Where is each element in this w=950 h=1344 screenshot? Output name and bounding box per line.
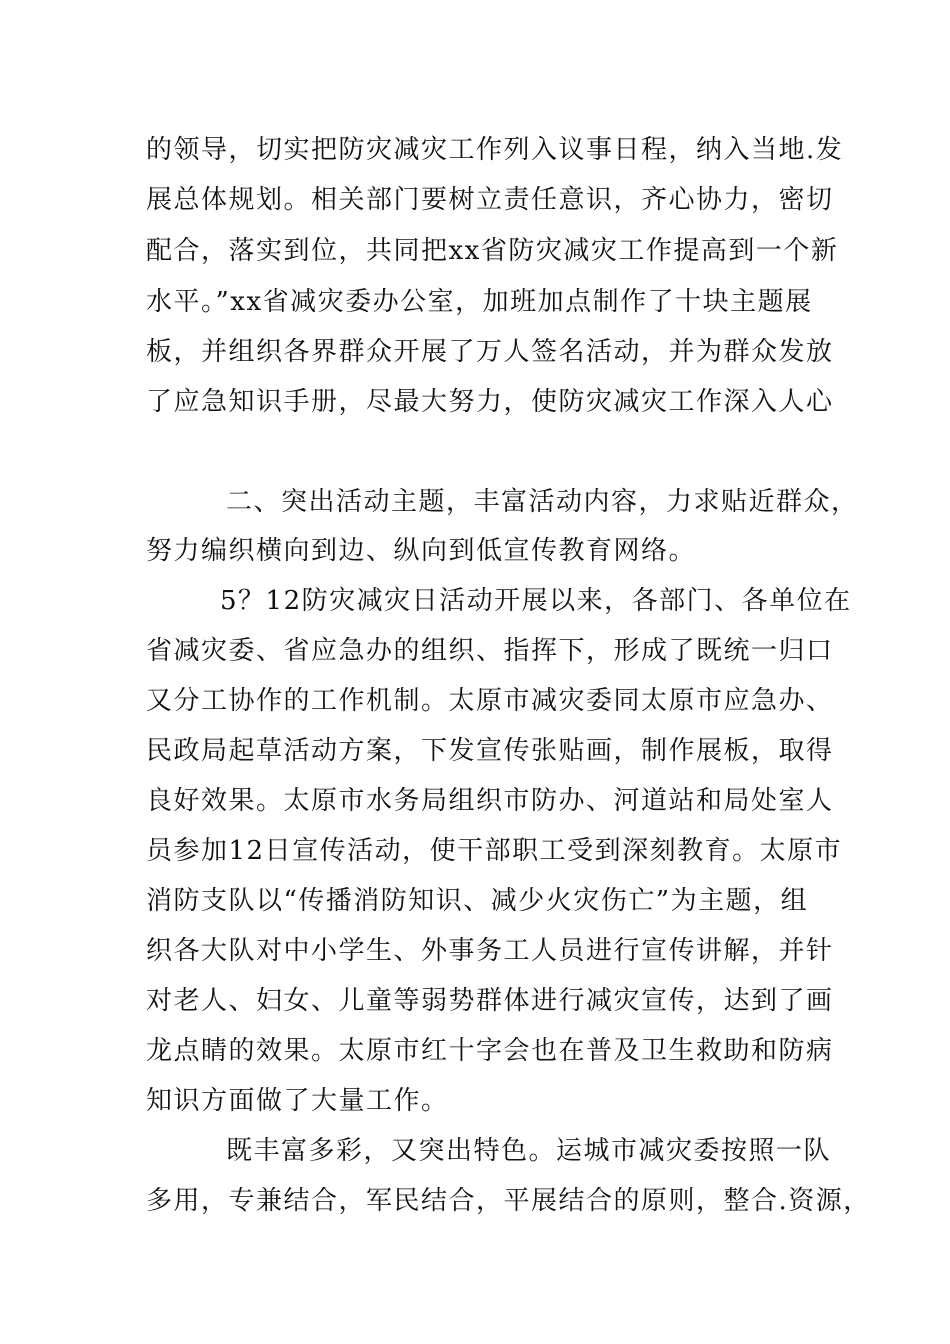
text-line: 展总体规划。相关部门要树立责任意识，齐心协力，密切: [146, 185, 834, 215]
text-line: 又分工协作的工作机制。太原市减灾委同太原市应急办、: [146, 686, 834, 716]
text-line: 对老人、妇女、儿童等弱势群体进行减灾宣传，达到了画: [146, 986, 834, 1016]
text-line: 多用，专兼结合，军民结合，平展结合的原则，整合.资源，: [146, 1186, 871, 1216]
text-line: 了应急知识手册，尽最大努力，使防灾减灾工作深入人心: [146, 387, 834, 417]
section-heading-line: 二、突出活动主题，丰富活动内容，力求贴近群众，: [226, 487, 859, 517]
text-line: 良好效果。太原市水务局组织市防办、河道站和局处室人: [146, 786, 834, 816]
text-line: 努力编织横向到边、纵向到低宣传教育网络。: [146, 536, 697, 566]
text-line: 水平。”xx省减灾委办公室，加班加点制作了十块主题展: [146, 287, 813, 317]
text-line: 民政局起草活动方案，下发宣传张贴画，制作展板，取得: [146, 736, 834, 766]
text-line: 织各大队对中小学生、外事务工人员进行宣传讲解，并针: [146, 936, 834, 966]
text-line: 知识方面做了大量工作。: [146, 1086, 449, 1116]
text-line: 板，并组织各界群众开展了万人签名活动，并为群众发放: [146, 337, 834, 367]
text-line: 消防支队以“传播消防知识、减少火灾伤亡”为主题，组: [146, 886, 809, 916]
text-line: 配合，落实到位，共同把xx省防灾减灾工作提高到一个新: [146, 236, 839, 266]
text-line: 5？12防灾减灾日活动开展以来，各部门、各单位在: [220, 586, 852, 616]
text-line: 龙点睛的效果。太原市红十字会也在普及卫生救助和防病: [146, 1036, 834, 1066]
text-line: 的领导，切实把防灾减灾工作列入议事日程，纳入当地.发: [146, 135, 844, 165]
text-line: 员参加12日宣传活动，使干部职工受到深刻教育。太原市: [146, 836, 843, 866]
text-line: 省减灾委、省应急办的组织、指挥下，形成了既统一归口: [146, 636, 834, 666]
text-line: 既丰富多彩，又突出特色。运城市减灾委按照一队: [226, 1136, 832, 1166]
